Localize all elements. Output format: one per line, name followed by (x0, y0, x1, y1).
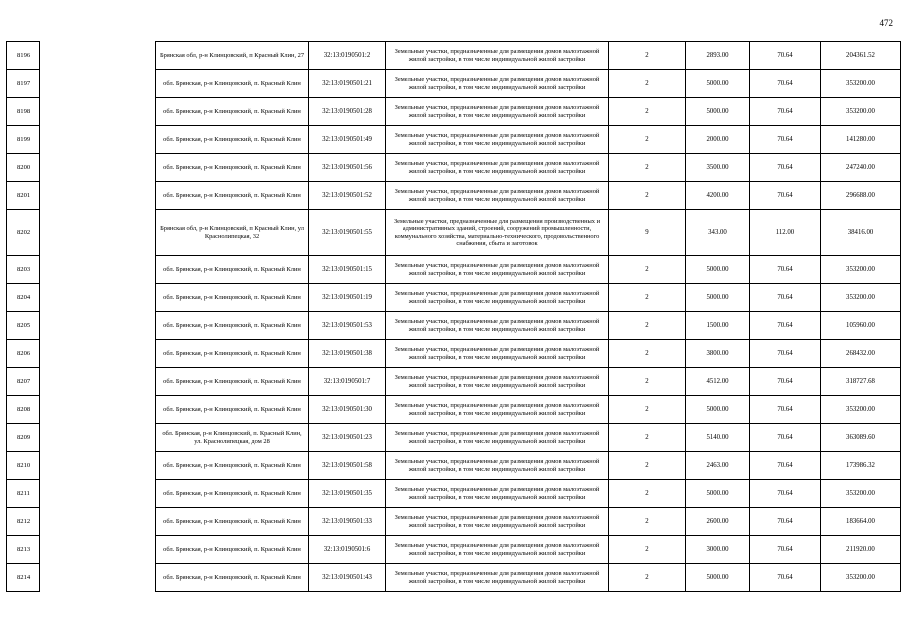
rate-cell: 70.64 (750, 564, 821, 592)
land-use-cell: Земельные участки, предназначенные для размещения домов малоэтажной жилой застройки, в том числе индивидуальной жилой застройки (386, 452, 609, 480)
rate-cell: 70.64 (750, 396, 821, 424)
cadastral-number-cell: 32:13:0190501:35 (309, 480, 386, 508)
address-cell: обл. Брянская, р-н Клинцовский, п. Красный Клин, ул. Краснолипецкая, дом 28 (156, 424, 309, 452)
group-cell: 2 (609, 536, 686, 564)
value-cell: 353200.00 (821, 70, 901, 98)
value-cell: 353200.00 (821, 98, 901, 126)
land-use-cell: Земельные участки, предназначенные для размещения домов малоэтажной жилой застройки, в том числе индивидуальной жилой застройки (386, 284, 609, 312)
cadastral-number-cell: 32:13:0190501:19 (309, 284, 386, 312)
address-cell: обл. Брянская, р-н Клинцовский, п. Красный Клин (156, 312, 309, 340)
area-cell: 2600.00 (686, 508, 750, 536)
area-cell: 2000.00 (686, 126, 750, 154)
land-use-cell: Земельные участки, предназначенные для размещения домов малоэтажной жилой застройки, в том числе индивидуальной жилой застройки (386, 480, 609, 508)
cadastral-value-table (6, 41, 901, 592)
area-cell: 5000.00 (686, 70, 750, 98)
group-cell: 2 (609, 564, 686, 592)
table-row (7, 42, 901, 70)
value-cell: 268432.00 (821, 340, 901, 368)
spacer-cell (40, 154, 156, 182)
address-cell: обл. Брянская, р-н Клинцовский, п. Красный Клин (156, 70, 309, 98)
land-use-cell: Земельные участки, предназначенные для размещения домов малоэтажной жилой застройки, в том числе индивидуальной жилой застройки (386, 126, 609, 154)
rate-cell: 70.64 (750, 340, 821, 368)
spacer-cell (40, 564, 156, 592)
land-use-cell: Земельные участки, предназначенные для размещения домов малоэтажной жилой застройки, в том числе индивидуальной жилой застройки (386, 340, 609, 368)
rate-cell: 112.00 (750, 210, 821, 256)
address-cell: обл. Брянская, р-н Клинцовский, п. Красный Клин (156, 340, 309, 368)
area-cell: 3500.00 (686, 154, 750, 182)
area-cell: 1500.00 (686, 312, 750, 340)
row-number: 8212 (7, 508, 40, 536)
rate-cell: 70.64 (750, 42, 821, 70)
spacer-cell (40, 256, 156, 284)
spacer-cell (40, 480, 156, 508)
spacer-cell (40, 508, 156, 536)
address-cell: обл. Брянская, р-н Клинцовский, п. Красный Клин (156, 480, 309, 508)
cadastral-number-cell: 32:13:0190501:30 (309, 396, 386, 424)
value-cell: 353200.00 (821, 256, 901, 284)
table-row (7, 452, 901, 480)
value-cell: 296688.00 (821, 182, 901, 210)
address-cell: обл. Брянская, р-н Клинцовский, п. Красный Клин (156, 256, 309, 284)
value-cell: 105960.00 (821, 312, 901, 340)
row-number: 8211 (7, 480, 40, 508)
cadastral-number-cell: 32:13:0190501:53 (309, 312, 386, 340)
address-cell: обл. Брянская, р-н Клинцовский, п. Красный Клин (156, 508, 309, 536)
row-number: 8201 (7, 182, 40, 210)
spacer-cell (40, 182, 156, 210)
cadastral-number-cell: 32:13:0190501:56 (309, 154, 386, 182)
table-row (7, 210, 901, 256)
group-cell: 2 (609, 452, 686, 480)
area-cell: 5000.00 (686, 480, 750, 508)
spacer-cell (40, 396, 156, 424)
table-row (7, 98, 901, 126)
area-cell: 5000.00 (686, 396, 750, 424)
cadastral-number-cell: 32:13:0190501:2 (309, 42, 386, 70)
address-cell: обл. Брянская, р-н Клинцовский, п. Красный Клин (156, 154, 309, 182)
land-use-cell: Земельные участки, предназначенные для размещения домов малоэтажной жилой застройки, в том числе индивидуальной жилой застройки (386, 396, 609, 424)
value-cell: 247240.00 (821, 154, 901, 182)
spacer-cell (40, 284, 156, 312)
land-use-cell: Земельные участки, предназначенные для размещения домов малоэтажной жилой застройки, в том числе индивидуальной жилой застройки (386, 368, 609, 396)
table-row (7, 182, 901, 210)
row-number: 8200 (7, 154, 40, 182)
address-cell: обл. Брянская, р-н Клинцовский, п. Красный Клин (156, 452, 309, 480)
cadastral-number-cell: 32:13:0190501:52 (309, 182, 386, 210)
area-cell: 5000.00 (686, 256, 750, 284)
value-cell: 183664.00 (821, 508, 901, 536)
area-cell: 5140.00 (686, 424, 750, 452)
spacer-cell (40, 340, 156, 368)
value-cell: 141280.00 (821, 126, 901, 154)
address-cell: обл. Брянская, р-н Клинцовский, п. Красный Клин (156, 182, 309, 210)
address-cell: Брянская обл, р-н Клинцовский, п Красный Клин, ул Краснолипецкая, 32 (156, 210, 309, 256)
table-row (7, 70, 901, 98)
spacer-cell (40, 368, 156, 396)
value-cell: 353200.00 (821, 480, 901, 508)
table-row (7, 424, 901, 452)
value-cell: 318727.68 (821, 368, 901, 396)
row-number: 8210 (7, 452, 40, 480)
group-cell: 2 (609, 396, 686, 424)
rate-cell: 70.64 (750, 312, 821, 340)
group-cell: 2 (609, 126, 686, 154)
row-number: 8209 (7, 424, 40, 452)
group-cell: 2 (609, 98, 686, 126)
area-cell: 5000.00 (686, 284, 750, 312)
group-cell: 2 (609, 154, 686, 182)
row-number: 8198 (7, 98, 40, 126)
table-row (7, 126, 901, 154)
rate-cell: 70.64 (750, 452, 821, 480)
group-cell: 2 (609, 480, 686, 508)
spacer-cell (40, 536, 156, 564)
cadastral-number-cell: 32:13:0190501:15 (309, 256, 386, 284)
rate-cell: 70.64 (750, 126, 821, 154)
cadastral-number-cell: 32:13:0190501:28 (309, 98, 386, 126)
rate-cell: 70.64 (750, 154, 821, 182)
cadastral-number-cell: 32:13:0190501:38 (309, 340, 386, 368)
row-number: 8199 (7, 126, 40, 154)
address-cell: обл. Брянская, р-н Клинцовский, п. Красный Клин (156, 396, 309, 424)
rate-cell: 70.64 (750, 480, 821, 508)
address-cell: обл. Брянская, р-н Клинцовский, п. Красный Клин (156, 564, 309, 592)
table-row (7, 508, 901, 536)
area-cell: 3000.00 (686, 536, 750, 564)
value-cell: 38416.00 (821, 210, 901, 256)
spacer-cell (40, 98, 156, 126)
group-cell: 2 (609, 368, 686, 396)
value-cell: 353200.00 (821, 396, 901, 424)
area-cell: 3800.00 (686, 340, 750, 368)
land-use-cell: Земельные участки, предназначенные для размещения домов малоэтажной жилой застройки, в том числе индивидуальной жилой застройки (386, 70, 609, 98)
page-number: 472 (879, 18, 893, 28)
rate-cell: 70.64 (750, 98, 821, 126)
land-use-cell: Земельные участки, предназначенные для размещения производственных и административных зданий, строений, сооружений промышленности, коммунального хозяйства, материально-технического, продовольственного снабжения, сбыта и заготовок (386, 210, 609, 256)
cadastral-number-cell: 32:13:0190501:23 (309, 424, 386, 452)
land-use-cell: Земельные участки, предназначенные для размещения домов малоэтажной жилой застройки, в том числе индивидуальной жилой застройки (386, 256, 609, 284)
table-row (7, 312, 901, 340)
group-cell: 2 (609, 284, 686, 312)
cadastral-number-cell: 32:13:0190501:43 (309, 564, 386, 592)
area-cell: 343.00 (686, 210, 750, 256)
group-cell: 2 (609, 508, 686, 536)
rate-cell: 70.64 (750, 182, 821, 210)
rate-cell: 70.64 (750, 284, 821, 312)
cadastral-number-cell: 32:13:0190501:55 (309, 210, 386, 256)
row-number: 8207 (7, 368, 40, 396)
rate-cell: 70.64 (750, 424, 821, 452)
value-cell: 353200.00 (821, 284, 901, 312)
rate-cell: 70.64 (750, 508, 821, 536)
group-cell: 2 (609, 340, 686, 368)
group-cell: 2 (609, 424, 686, 452)
row-number: 8214 (7, 564, 40, 592)
spacer-cell (40, 452, 156, 480)
land-use-cell: Земельные участки, предназначенные для размещения домов малоэтажной жилой застройки, в том числе индивидуальной жилой застройки (386, 424, 609, 452)
area-cell: 5000.00 (686, 564, 750, 592)
cadastral-number-cell: 32:13:0190501:49 (309, 126, 386, 154)
address-cell: обл. Брянская, р-н Клинцовский, п. Красный Клин (156, 98, 309, 126)
address-cell: обл. Брянская, р-н Клинцовский, п. Красный Клин (156, 126, 309, 154)
table-body (7, 42, 901, 592)
spacer-cell (40, 126, 156, 154)
group-cell: 2 (609, 70, 686, 98)
group-cell: 2 (609, 312, 686, 340)
spacer-cell (40, 312, 156, 340)
spacer-cell (40, 210, 156, 256)
group-cell: 2 (609, 256, 686, 284)
rate-cell: 70.64 (750, 256, 821, 284)
spacer-cell (40, 70, 156, 98)
value-cell: 363089.60 (821, 424, 901, 452)
rate-cell: 70.64 (750, 70, 821, 98)
area-cell: 4512.00 (686, 368, 750, 396)
land-use-cell: Земельные участки, предназначенные для размещения домов малоэтажной жилой застройки, в том числе индивидуальной жилой застройки (386, 564, 609, 592)
cadastral-number-cell: 32:13:0190501:21 (309, 70, 386, 98)
table-row (7, 480, 901, 508)
cadastral-number-cell: 32:13:0190501:7 (309, 368, 386, 396)
table-row (7, 154, 901, 182)
row-number: 8213 (7, 536, 40, 564)
table-row (7, 536, 901, 564)
rate-cell: 70.64 (750, 368, 821, 396)
address-cell: Брянская обл, р-н Клинцовский, п Красный Клин, 27 (156, 42, 309, 70)
address-cell: обл. Брянская, р-н Клинцовский, п. Красный Клин (156, 368, 309, 396)
area-cell: 4200.00 (686, 182, 750, 210)
address-cell: обл. Брянская, р-н Клинцовский, п. Красный Клин (156, 284, 309, 312)
group-cell: 2 (609, 182, 686, 210)
row-number: 8208 (7, 396, 40, 424)
address-cell: обл. Брянская, р-н Клинцовский, п. Красный Клин (156, 536, 309, 564)
row-number: 8206 (7, 340, 40, 368)
land-use-cell: Земельные участки, предназначенные для размещения домов малоэтажной жилой застройки, в том числе индивидуальной жилой застройки (386, 508, 609, 536)
row-number: 8202 (7, 210, 40, 256)
row-number: 8197 (7, 70, 40, 98)
table-row (7, 284, 901, 312)
value-cell: 173986.32 (821, 452, 901, 480)
table-row (7, 396, 901, 424)
land-use-cell: Земельные участки, предназначенные для размещения домов малоэтажной жилой застройки, в том числе индивидуальной жилой застройки (386, 98, 609, 126)
value-cell: 211920.00 (821, 536, 901, 564)
table-row (7, 368, 901, 396)
table-row (7, 340, 901, 368)
row-number: 8205 (7, 312, 40, 340)
area-cell: 5000.00 (686, 98, 750, 126)
table-row (7, 256, 901, 284)
value-cell: 353200.00 (821, 564, 901, 592)
row-number: 8196 (7, 42, 40, 70)
land-use-cell: Земельные участки, предназначенные для размещения домов малоэтажной жилой застройки, в том числе индивидуальной жилой застройки (386, 182, 609, 210)
land-use-cell: Земельные участки, предназначенные для размещения домов малоэтажной жилой застройки, в том числе индивидуальной жилой застройки (386, 536, 609, 564)
land-use-cell: Земельные участки, предназначенные для размещения домов малоэтажной жилой застройки, в том числе индивидуальной жилой застройки (386, 312, 609, 340)
cadastral-number-cell: 32:13:0190501:33 (309, 508, 386, 536)
spacer-cell (40, 42, 156, 70)
cadastral-number-cell: 32:13:0190501:58 (309, 452, 386, 480)
row-number: 8204 (7, 284, 40, 312)
row-number: 8203 (7, 256, 40, 284)
group-cell: 2 (609, 42, 686, 70)
cadastral-number-cell: 32:13:0190501:6 (309, 536, 386, 564)
land-use-cell: Земельные участки, предназначенные для размещения домов малоэтажной жилой застройки, в том числе индивидуальной жилой застройки (386, 42, 609, 70)
group-cell: 9 (609, 210, 686, 256)
area-cell: 2893.00 (686, 42, 750, 70)
spacer-cell (40, 424, 156, 452)
value-cell: 204361.52 (821, 42, 901, 70)
rate-cell: 70.64 (750, 536, 821, 564)
table-row (7, 564, 901, 592)
land-use-cell: Земельные участки, предназначенные для размещения домов малоэтажной жилой застройки, в том числе индивидуальной жилой застройки (386, 154, 609, 182)
area-cell: 2463.00 (686, 452, 750, 480)
